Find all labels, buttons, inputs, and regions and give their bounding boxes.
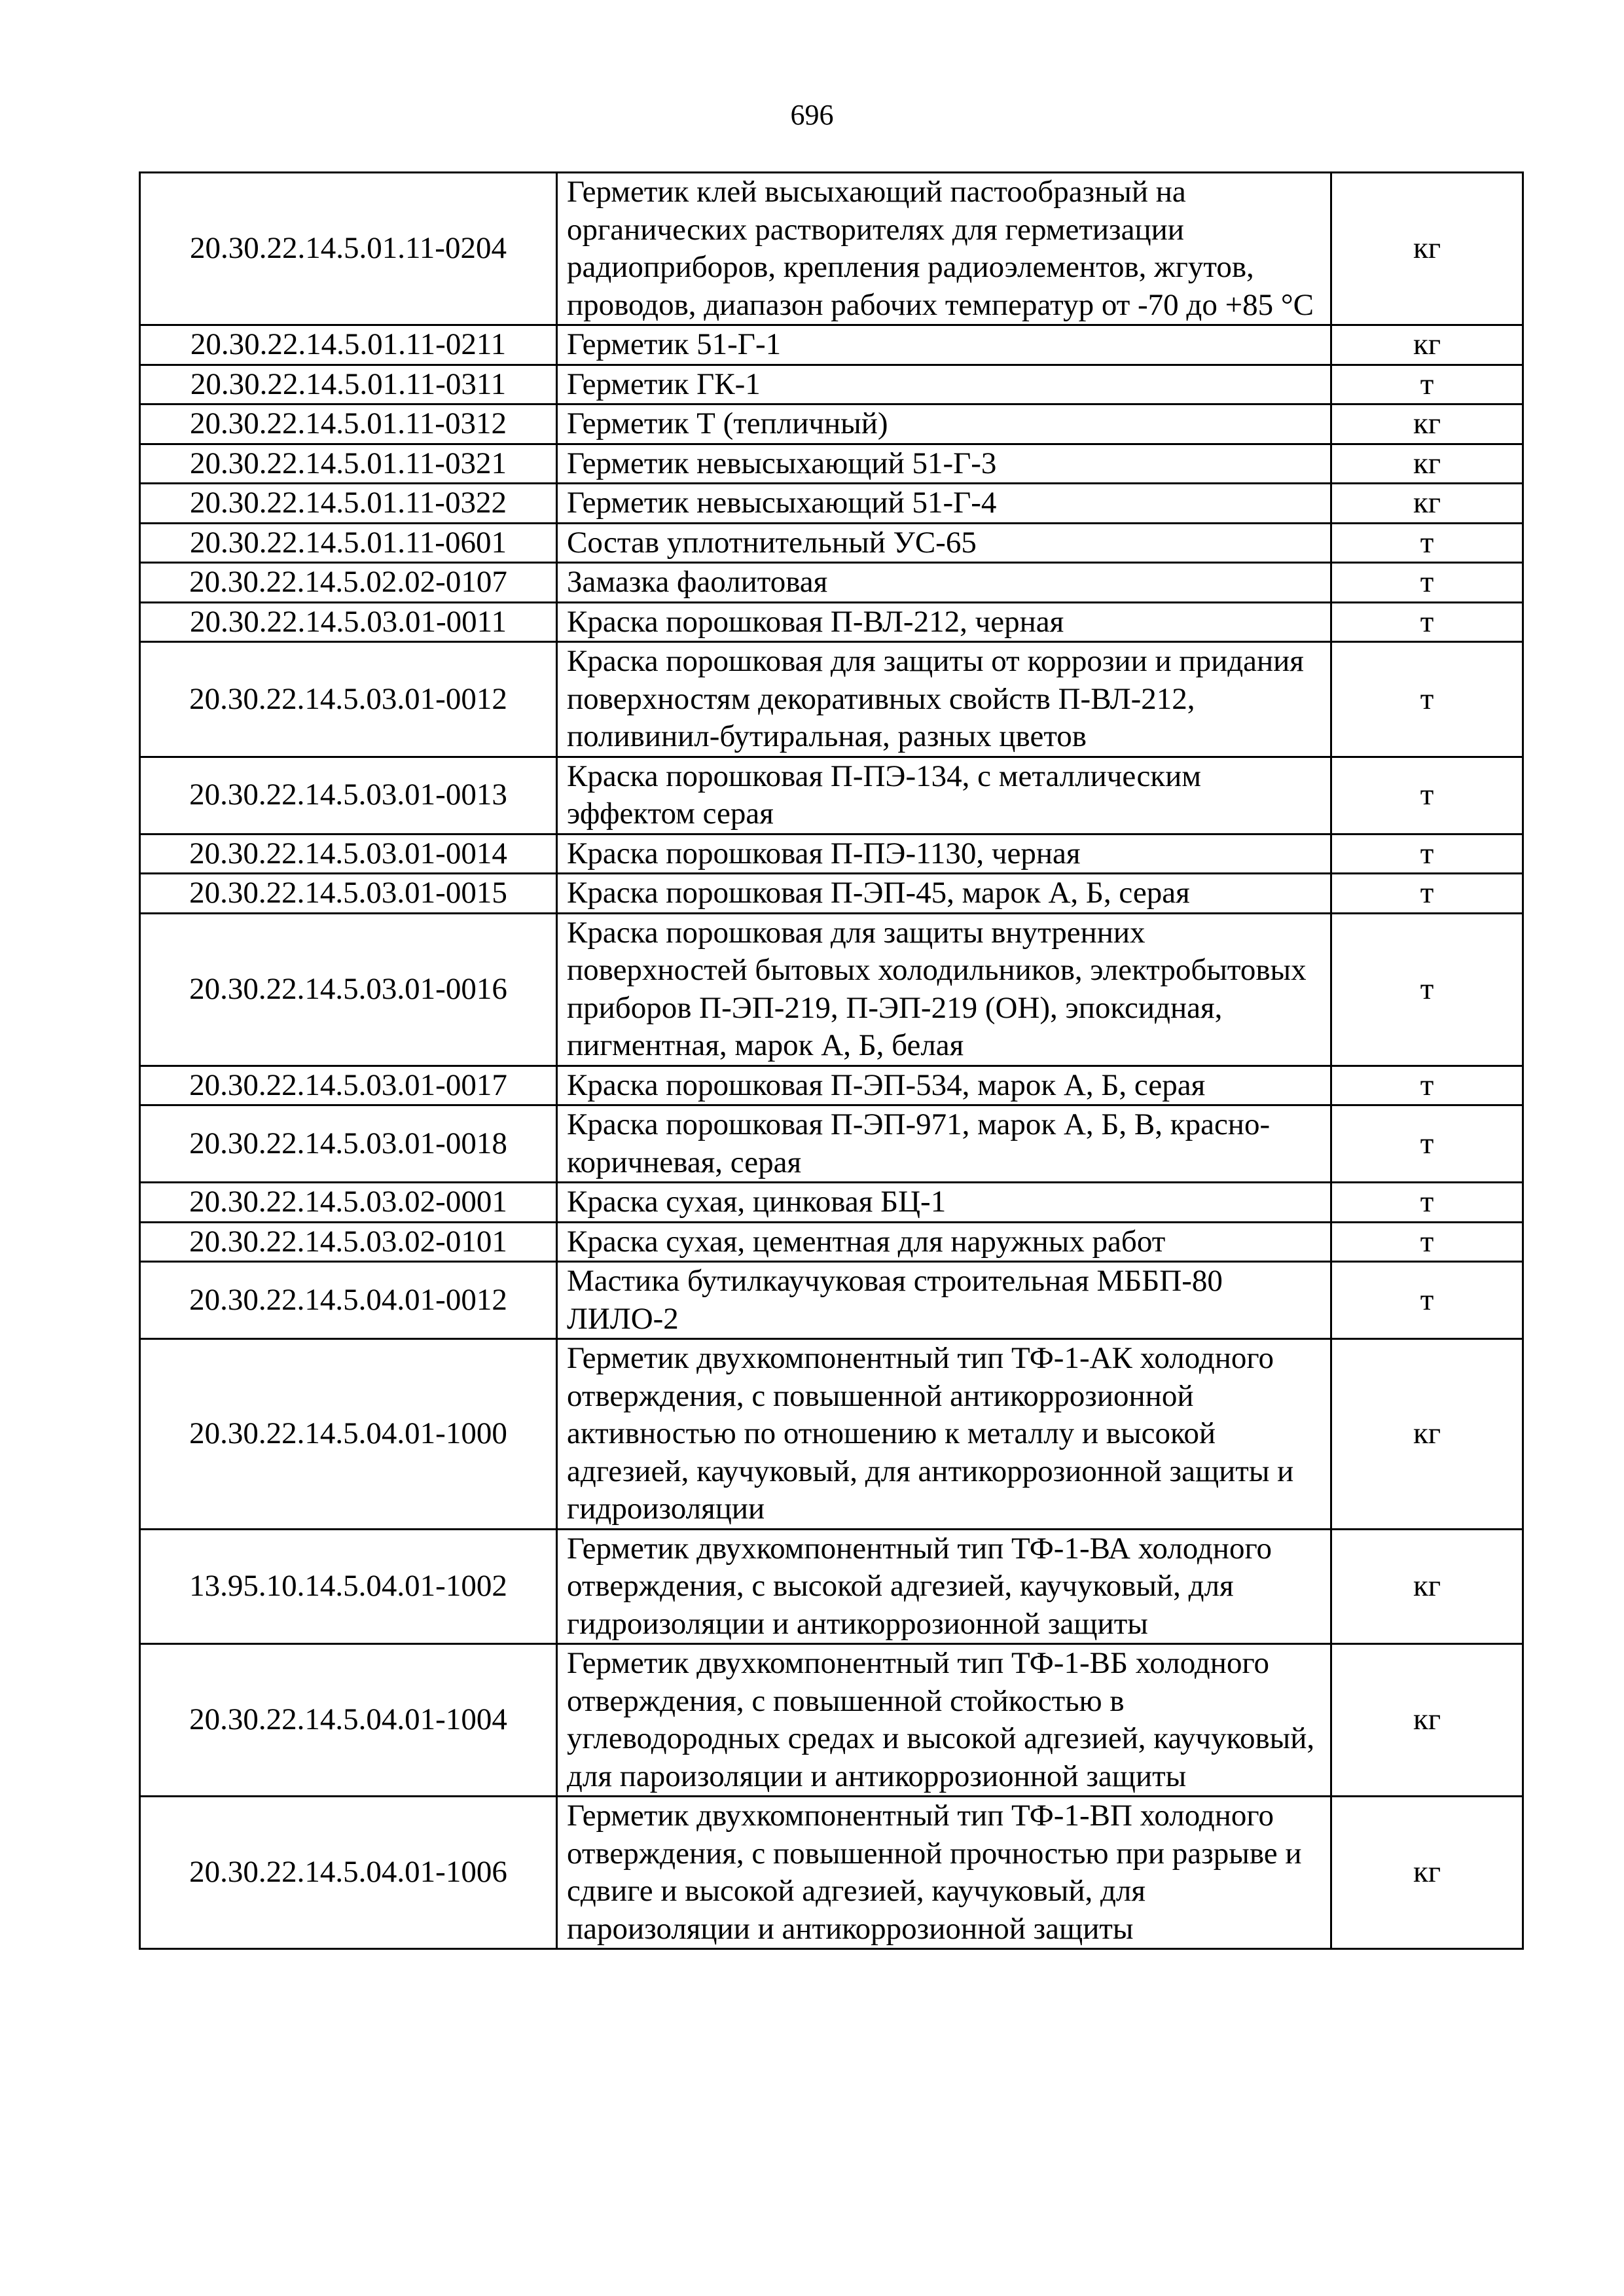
material-name: Герметик невысыхающий 51-Г-3 xyxy=(557,444,1331,484)
material-code: 20.30.22.14.5.03.01-0017 xyxy=(140,1066,557,1105)
material-name: Состав уплотнительный УС-65 xyxy=(557,523,1331,563)
material-name: Краска порошковая П-ПЭ-134, с металлическим эффектом серая xyxy=(557,757,1331,834)
material-name: Краска сухая, цементная для наружных работ xyxy=(557,1222,1331,1262)
table-row xyxy=(140,325,1523,365)
table-row xyxy=(140,642,1523,757)
table-row xyxy=(140,1339,1523,1530)
material-name: Герметик двухкомпонентный тип ТФ-1-АК холодного отверждения, с повышенной антикоррозионной активностью по отношению к металлу и высокой адгезией, каучуковый, для антикоррозионной защиты и гидроизоляции xyxy=(557,1339,1331,1530)
material-code: 20.30.22.14.5.01.11-0211 xyxy=(140,325,557,365)
unit-of-measure: т xyxy=(1331,1066,1523,1105)
material-code: 20.30.22.14.5.04.01-0012 xyxy=(140,1262,557,1339)
unit-of-measure: кг xyxy=(1331,1339,1523,1530)
table-row xyxy=(140,874,1523,914)
material-name: Герметик Т (тепличный) xyxy=(557,404,1331,444)
material-name: Герметик двухкомпонентный тип ТФ-1-ВБ холодного отверждения, с повышенной стойкостью в углеводородных средах и высокой адгезией, каучуковый, для пароизоляции и антикоррозионной защиты xyxy=(557,1644,1331,1797)
material-code: 20.30.22.14.5.01.11-0311 xyxy=(140,365,557,404)
material-name: Герметик 51-Г-1 xyxy=(557,325,1331,365)
material-code: 20.30.22.14.5.01.11-0601 xyxy=(140,523,557,563)
page-number: 696 xyxy=(790,99,834,131)
material-name: Герметик ГК-1 xyxy=(557,365,1331,404)
material-code: 20.30.22.14.5.01.11-0312 xyxy=(140,404,557,444)
material-name: Краска порошковая П-ЭП-534, марок А, Б, серая xyxy=(557,1066,1331,1105)
material-name: Краска порошковая П-ВЛ-212, черная xyxy=(557,602,1331,642)
material-name: Краска сухая, цинковая БЦ-1 xyxy=(557,1183,1331,1223)
material-name: Герметик двухкомпонентный тип ТФ-1-ВА холодного отверждения, с высокой адгезией, каучуковый, для гидроизоляции и антикоррозионной защиты xyxy=(557,1529,1331,1644)
unit-of-measure: т xyxy=(1331,1262,1523,1339)
materials-table xyxy=(139,171,1524,1950)
table-row xyxy=(140,484,1523,524)
table-row xyxy=(140,602,1523,642)
material-name: Краска порошковая П-ЭП-971, марок А, Б, В, красно-коричневая, серая xyxy=(557,1105,1331,1183)
unit-of-measure: т xyxy=(1331,834,1523,874)
table-row xyxy=(140,834,1523,874)
material-name: Замазка фаолитовая xyxy=(557,563,1331,603)
material-code: 20.30.22.14.5.03.01-0011 xyxy=(140,602,557,642)
unit-of-measure: кг xyxy=(1331,484,1523,524)
unit-of-measure: т xyxy=(1331,1183,1523,1223)
material-code: 20.30.22.14.5.01.11-0321 xyxy=(140,444,557,484)
material-name: Краска порошковая для защиты внутренних поверхностей бытовых холодильников, электробытовых приборов П-ЭП-219, П-ЭП-219 (ОН), эпоксидная, пигментная, марок А, Б, белая xyxy=(557,913,1331,1066)
material-code: 20.30.22.14.5.01.11-0322 xyxy=(140,484,557,524)
table-row xyxy=(140,1183,1523,1223)
unit-of-measure: т xyxy=(1331,1222,1523,1262)
unit-of-measure: т xyxy=(1331,874,1523,914)
table-row xyxy=(140,563,1523,603)
material-name: Герметик невысыхающий 51-Г-4 xyxy=(557,484,1331,524)
material-name: Мастика бутилкаучуковая строительная МББП-80 ЛИЛО-2 xyxy=(557,1262,1331,1339)
table-row xyxy=(140,1797,1523,1949)
unit-of-measure: т xyxy=(1331,1105,1523,1183)
table-row xyxy=(140,523,1523,563)
material-code: 20.30.22.14.5.03.02-0001 xyxy=(140,1183,557,1223)
unit-of-measure: кг xyxy=(1331,404,1523,444)
table-row xyxy=(140,1066,1523,1105)
unit-of-measure: кг xyxy=(1331,325,1523,365)
material-code: 20.30.22.14.5.02.02-0107 xyxy=(140,563,557,603)
table-row xyxy=(140,757,1523,834)
table-row xyxy=(140,365,1523,404)
unit-of-measure: кг xyxy=(1331,1797,1523,1949)
material-name: Герметик клей высыхающий пастообразный на органических растворителях для герметизации радиоприборов, крепления радиоэлементов, жгутов, проводов, диапазон рабочих температур от -70 до +85 °С xyxy=(557,173,1331,325)
material-code: 20.30.22.14.5.04.01-1006 xyxy=(140,1797,557,1949)
unit-of-measure: т xyxy=(1331,913,1523,1066)
unit-of-measure: т xyxy=(1331,563,1523,603)
unit-of-measure: т xyxy=(1331,757,1523,834)
material-code: 20.30.22.14.5.03.01-0018 xyxy=(140,1105,557,1183)
material-code: 20.30.22.14.5.03.01-0015 xyxy=(140,874,557,914)
table-row xyxy=(140,913,1523,1066)
table-row xyxy=(140,444,1523,484)
material-code: 13.95.10.14.5.04.01-1002 xyxy=(140,1529,557,1644)
material-name: Краска порошковая П-ПЭ-1130, черная xyxy=(557,834,1331,874)
material-code: 20.30.22.14.5.04.01-1004 xyxy=(140,1644,557,1797)
material-code: 20.30.22.14.5.03.02-0101 xyxy=(140,1222,557,1262)
table-row xyxy=(140,1262,1523,1339)
unit-of-measure: т xyxy=(1331,365,1523,404)
unit-of-measure: кг xyxy=(1331,444,1523,484)
material-name: Герметик двухкомпонентный тип ТФ-1-ВП холодного отверждения, с повышенной прочностью при разрыве и сдвиге и высокой адгезией, каучуковый, для пароизоляции и антикоррозионной защиты xyxy=(557,1797,1331,1949)
unit-of-measure: т xyxy=(1331,523,1523,563)
material-name: Краска порошковая П-ЭП-45, марок А, Б, серая xyxy=(557,874,1331,914)
table-row xyxy=(140,1529,1523,1644)
table-row xyxy=(140,1222,1523,1262)
material-name: Краска порошковая для защиты от коррозии и придания поверхностям декоративных свойств П-ВЛ-212, поливинил-бутиральная, разных цветов xyxy=(557,642,1331,757)
table-row xyxy=(140,173,1523,325)
material-code: 20.30.22.14.5.03.01-0014 xyxy=(140,834,557,874)
material-code: 20.30.22.14.5.03.01-0013 xyxy=(140,757,557,834)
table-row xyxy=(140,1644,1523,1797)
unit-of-measure: т xyxy=(1331,642,1523,757)
unit-of-measure: кг xyxy=(1331,1644,1523,1797)
material-code: 20.30.22.14.5.04.01-1000 xyxy=(140,1339,557,1530)
material-code: 20.30.22.14.5.03.01-0012 xyxy=(140,642,557,757)
table-row xyxy=(140,1105,1523,1183)
unit-of-measure: кг xyxy=(1331,173,1523,325)
table-row xyxy=(140,404,1523,444)
unit-of-measure: т xyxy=(1331,602,1523,642)
materials-table-body xyxy=(140,173,1523,1949)
material-code: 20.30.22.14.5.03.01-0016 xyxy=(140,913,557,1066)
material-code: 20.30.22.14.5.01.11-0204 xyxy=(140,173,557,325)
unit-of-measure: кг xyxy=(1331,1529,1523,1644)
